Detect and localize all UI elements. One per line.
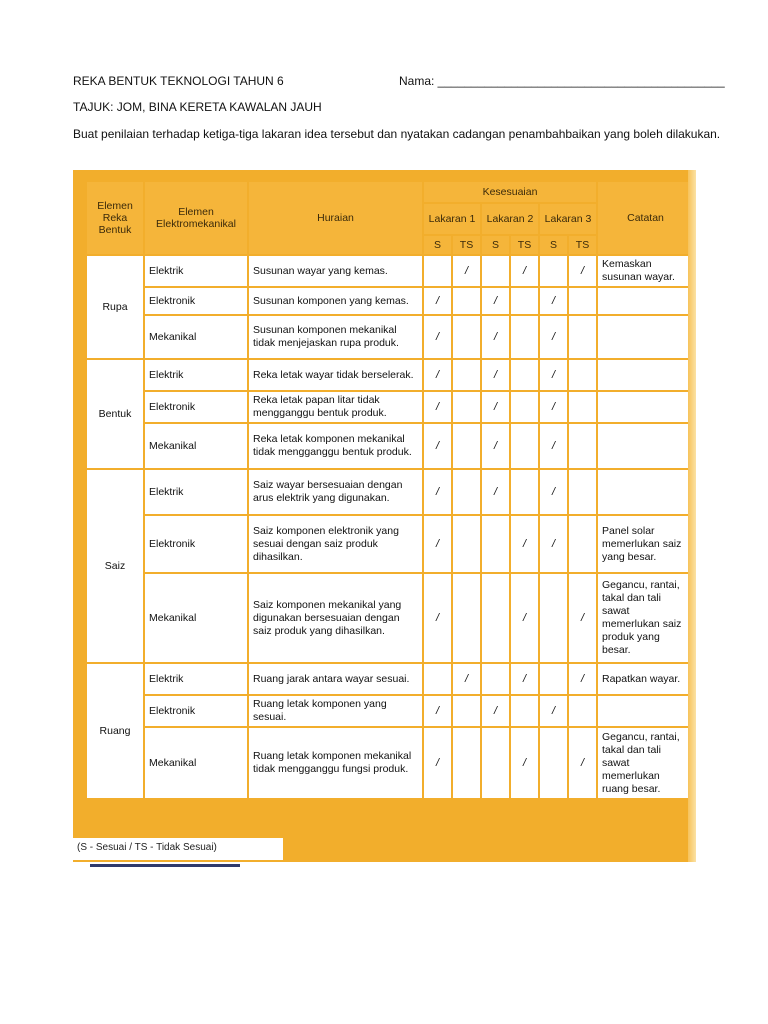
note-cell — [597, 359, 694, 391]
subject-title: REKA BENTUK TEKNOLOGI TAHUN 6 — [73, 74, 284, 88]
mark-cell — [452, 515, 481, 573]
table-row — [86, 359, 694, 391]
mark-cell: / — [568, 573, 597, 663]
mark-cell: / — [539, 469, 568, 515]
sub-element: Elektrik — [144, 359, 248, 391]
mark-cell: / — [510, 255, 539, 287]
assessment-table-body — [86, 255, 694, 799]
mark-cell — [452, 695, 481, 727]
mark-cell: / — [539, 287, 568, 315]
note-cell: Gegancu, rantai, takal dan tali sawat memerlukan ruang besar. — [597, 727, 694, 799]
mark-cell — [452, 573, 481, 663]
mark-cell — [568, 391, 597, 423]
sub-element: Elektronik — [144, 287, 248, 315]
table-row — [86, 315, 694, 359]
table-row — [86, 663, 694, 695]
mark-cell — [452, 423, 481, 469]
sub-element: Mekanikal — [144, 573, 248, 663]
description-cell: Reka letak komponen mekanikal tidak mengganggu bentuk produk. — [248, 423, 423, 469]
mark-cell: / — [510, 573, 539, 663]
header-ts-1: TS — [452, 235, 481, 255]
description-cell: Saiz komponen elektronik yang sesuai dengan saiz produk dihasilkan. — [248, 515, 423, 573]
mark-cell — [568, 469, 597, 515]
note-cell — [597, 287, 694, 315]
description-cell: Ruang jarak antara wayar sesuai. — [248, 663, 423, 695]
table-row — [86, 515, 694, 573]
mark-cell: / — [423, 573, 452, 663]
group-label: Rupa — [86, 255, 144, 359]
sub-element: Mekanikal — [144, 727, 248, 799]
mark-cell: / — [423, 695, 452, 727]
mark-cell — [452, 287, 481, 315]
mark-cell: / — [568, 663, 597, 695]
assessment-table-frame — [73, 170, 696, 862]
mark-cell — [510, 469, 539, 515]
note-cell — [597, 391, 694, 423]
mark-cell — [510, 287, 539, 315]
sub-element: Mekanikal — [144, 423, 248, 469]
mark-cell: / — [423, 727, 452, 799]
mark-cell — [510, 423, 539, 469]
table-row — [86, 287, 694, 315]
header-lakaran-1: Lakaran 1 — [423, 203, 481, 235]
mark-cell: / — [539, 515, 568, 573]
header-kesesuaian: Kesesuaian — [423, 181, 597, 203]
header-elemen-reka-bentuk: Elemen Reka Bentuk — [86, 181, 144, 255]
mark-cell: / — [539, 695, 568, 727]
table-row — [86, 423, 694, 469]
mark-cell — [452, 315, 481, 359]
mark-cell — [539, 727, 568, 799]
mark-cell: / — [481, 423, 510, 469]
mark-cell: / — [539, 315, 568, 359]
description-cell: Susunan komponen yang kemas. — [248, 287, 423, 315]
description-cell: Reka letak papan litar tidak mengganggu bentuk produk. — [248, 391, 423, 423]
mark-cell: / — [423, 287, 452, 315]
header-s-3: S — [539, 235, 568, 255]
mark-cell: / — [539, 423, 568, 469]
header-ts-2: TS — [510, 235, 539, 255]
mark-cell — [423, 663, 452, 695]
note-cell: Rapatkan wayar. — [597, 663, 694, 695]
mark-cell — [568, 515, 597, 573]
mark-cell — [568, 287, 597, 315]
legend-text: (S - Sesuai / TS - Tidak Sesuai) — [77, 842, 217, 853]
mark-cell: / — [423, 423, 452, 469]
mark-cell — [481, 573, 510, 663]
mark-cell — [539, 663, 568, 695]
header-s-2: S — [481, 235, 510, 255]
note-cell: Kemaskan susunan wayar. — [597, 255, 694, 287]
header-s-1: S — [423, 235, 452, 255]
description-cell: Saiz wayar bersesuaian dengan arus elektrik yang digunakan. — [248, 469, 423, 515]
mark-cell: / — [539, 359, 568, 391]
sub-element: Elektrik — [144, 255, 248, 287]
mark-cell: / — [568, 255, 597, 287]
group-label: Bentuk — [86, 359, 144, 469]
mark-cell — [452, 359, 481, 391]
description-cell: Saiz komponen mekanikal yang digunakan bersesuaian dengan saiz produk yang dihasilkan. — [248, 573, 423, 663]
table-row — [86, 727, 694, 799]
mark-cell — [539, 573, 568, 663]
mark-cell: / — [481, 391, 510, 423]
mark-cell — [481, 727, 510, 799]
header-lakaran-3: Lakaran 3 — [539, 203, 597, 235]
mark-cell: / — [423, 315, 452, 359]
header-lakaran-2: Lakaran 2 — [481, 203, 539, 235]
mark-cell: / — [539, 391, 568, 423]
description-cell: Susunan komponen mekanikal tidak menjejaskan rupa produk. — [248, 315, 423, 359]
note-cell — [597, 315, 694, 359]
description-cell: Reka letak wayar tidak berselerak. — [248, 359, 423, 391]
mark-cell — [481, 663, 510, 695]
mark-cell: / — [481, 695, 510, 727]
assessment-table — [85, 180, 695, 800]
mark-cell — [568, 695, 597, 727]
sub-element: Elektronik — [144, 515, 248, 573]
page-tab-strip — [90, 864, 240, 867]
group-label: Saiz — [86, 469, 144, 663]
table-row — [86, 469, 694, 515]
mark-cell — [539, 255, 568, 287]
sub-element: Elektrik — [144, 469, 248, 515]
mark-cell: / — [481, 287, 510, 315]
description-cell: Susunan wayar yang kemas. — [248, 255, 423, 287]
sub-element: Elektrik — [144, 663, 248, 695]
mark-cell — [481, 515, 510, 573]
mark-cell: / — [423, 359, 452, 391]
description-cell: Ruang letak komponen yang sesuai. — [248, 695, 423, 727]
mark-cell: / — [423, 515, 452, 573]
mark-cell: / — [481, 469, 510, 515]
mark-cell: / — [452, 663, 481, 695]
mark-cell — [481, 255, 510, 287]
mark-cell: / — [510, 663, 539, 695]
mark-cell — [510, 359, 539, 391]
mark-cell: / — [481, 315, 510, 359]
note-cell — [597, 469, 694, 515]
table-row — [86, 695, 694, 727]
mark-cell: / — [568, 727, 597, 799]
header-ts-3: TS — [568, 235, 597, 255]
note-cell — [597, 695, 694, 727]
table-row — [86, 573, 694, 663]
mark-cell — [510, 315, 539, 359]
note-cell — [597, 423, 694, 469]
mark-cell: / — [452, 255, 481, 287]
mark-cell — [423, 255, 452, 287]
mark-cell: / — [510, 515, 539, 573]
mark-cell — [510, 695, 539, 727]
sub-element: Mekanikal — [144, 315, 248, 359]
mark-cell — [452, 469, 481, 515]
mark-cell — [568, 423, 597, 469]
instruction-text: Buat penilaian terhadap ketiga-tiga lakaran idea tersebut dan nyatakan cadangan penambahbaikan yang boleh dilakukan. — [73, 127, 721, 141]
sub-element: Elektronik — [144, 695, 248, 727]
name-field-label: Nama: ___________________________________________ — [399, 74, 725, 88]
mark-cell: / — [423, 391, 452, 423]
mark-cell — [510, 391, 539, 423]
header-catatan: Catatan — [597, 181, 694, 255]
header-huraian: Huraian — [248, 181, 423, 255]
table-row — [86, 255, 694, 287]
mark-cell: / — [510, 727, 539, 799]
mark-cell — [452, 727, 481, 799]
description-cell: Ruang letak komponen mekanikal tidak mengganggu fungsi produk. — [248, 727, 423, 799]
mark-cell — [452, 391, 481, 423]
note-cell: Gegancu, rantai, takal dan tali sawat memerlukan saiz produk yang besar. — [597, 573, 694, 663]
topic-title: TAJUK: JOM, BINA KERETA KAWALAN JAUH — [73, 100, 322, 114]
group-label: Ruang — [86, 663, 144, 799]
mark-cell — [568, 315, 597, 359]
note-cell: Panel solar memerlukan saiz yang besar. — [597, 515, 694, 573]
header-elemen-elektromekanikal: Elemen Elektromekanikal — [144, 181, 248, 255]
mark-cell: / — [423, 469, 452, 515]
mark-cell: / — [481, 359, 510, 391]
sub-element: Elektronik — [144, 391, 248, 423]
mark-cell — [568, 359, 597, 391]
table-row — [86, 391, 694, 423]
